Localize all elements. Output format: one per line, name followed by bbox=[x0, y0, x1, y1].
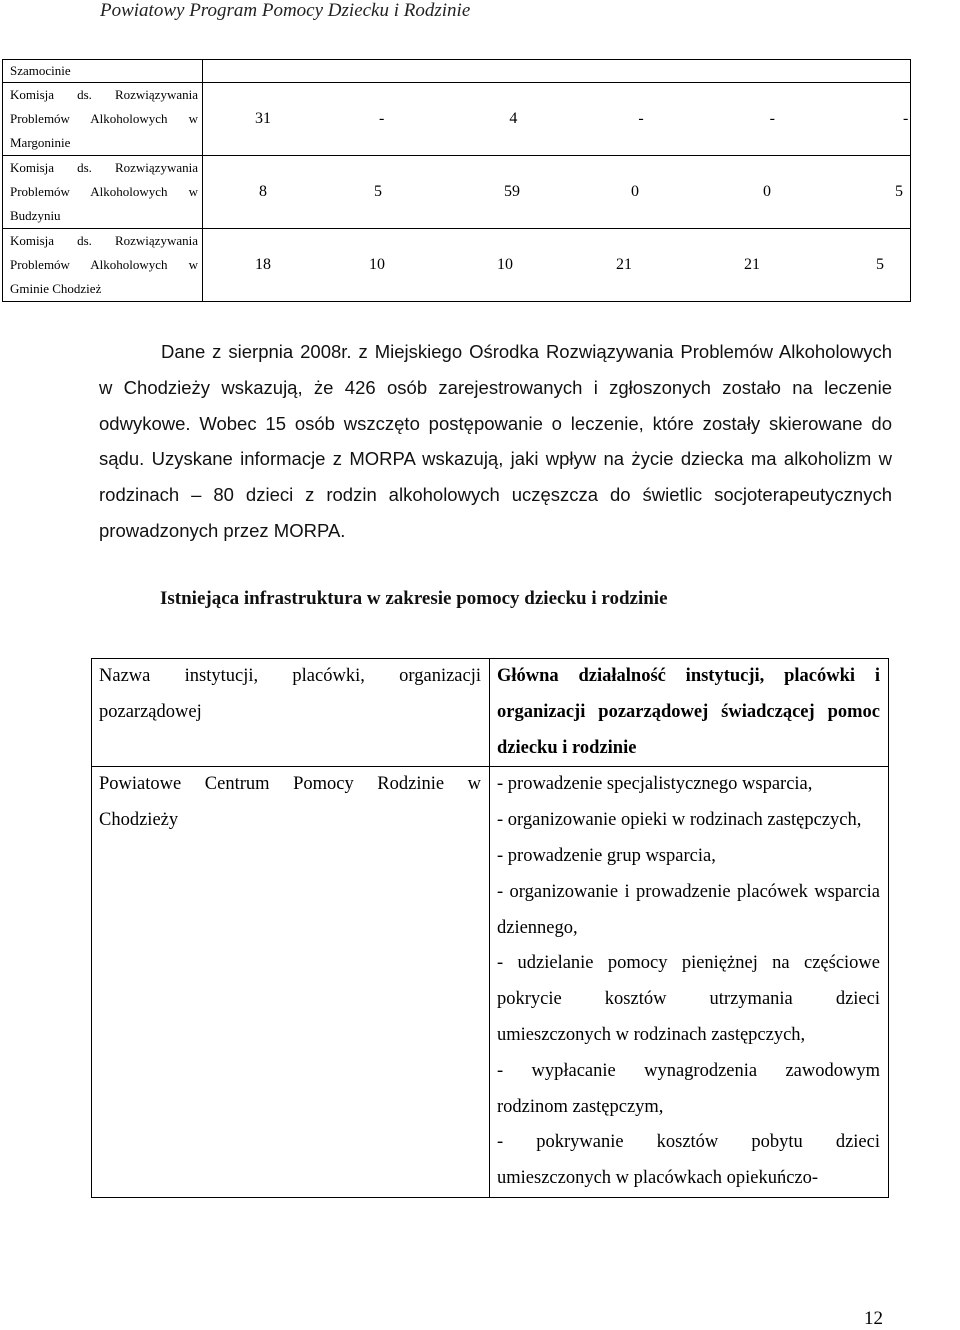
table-row bbox=[3, 229, 911, 302]
commission-name-cell: Komisja ds. Rozwiązywania Problemów Alkoholowych w Gminie Chodzież bbox=[3, 229, 203, 302]
value: - bbox=[769, 110, 775, 127]
value: - bbox=[379, 110, 385, 127]
table-row bbox=[92, 767, 889, 1198]
list-item: - wypłacanie wynagrodzenia zawodowym rodzinom zastępczym, bbox=[497, 1060, 880, 1117]
value: 10 bbox=[369, 256, 385, 273]
stats-values-cell: 31 - 4 - - - bbox=[203, 83, 911, 156]
table-row bbox=[3, 60, 911, 83]
stats-values-cell bbox=[203, 229, 911, 302]
value: 59 bbox=[504, 183, 520, 200]
list-item: - udzielanie pomocy pieniężnej na częściowe pokrycie kosztów utrzymania dzieci umieszczonych w rodzinach zastępczych, bbox=[497, 953, 880, 1045]
page-number: 12 bbox=[864, 1308, 883, 1329]
list-item: - organizowanie i prowadzenie placówek wsparcia dziennego, bbox=[497, 881, 880, 938]
activities-cell bbox=[490, 767, 889, 1198]
institution-table bbox=[91, 658, 889, 1198]
value: 21 bbox=[616, 256, 632, 273]
header-cell-main-activity: Główna działalność instytucji, placówki i organizacji pozarządowej świadczącej pomoc dziecku i rodzinie bbox=[490, 659, 889, 767]
value: 10 bbox=[497, 256, 513, 273]
document-header-title: Powiatowy Program Pomocy Dziecku i Rodzinie bbox=[100, 0, 471, 21]
stats-values-cell bbox=[203, 156, 911, 229]
value: 5 bbox=[876, 256, 884, 273]
list-item: - pokrywanie kosztów pobytu dzieci umieszczonych w placówkach opiekuńczo- bbox=[497, 1132, 880, 1189]
header-cell-institution-name: Nazwa instytucji, placówki, organizacji pozarządowej bbox=[92, 659, 490, 767]
value: - bbox=[638, 110, 644, 127]
commission-name-cell: Szamocinie bbox=[3, 60, 203, 83]
commission-name-cell: Komisja ds. Rozwiązywania Problemów Alkoholowych w Budzyniu bbox=[3, 156, 203, 229]
alcohol-commission-stats-table bbox=[2, 59, 911, 302]
value: 0 bbox=[631, 183, 639, 200]
value: 18 bbox=[255, 256, 271, 273]
institution-name-cell: Powiatowe Centrum Pomocy Rodzinie w Chodzieży bbox=[92, 767, 490, 1198]
table-header-row bbox=[92, 659, 889, 767]
value: - bbox=[902, 110, 909, 127]
list-item: - prowadzenie specjalistycznego wsparcia, bbox=[497, 774, 813, 795]
value: 21 bbox=[744, 256, 760, 273]
value: 5 bbox=[374, 183, 382, 200]
list-item: - prowadzenie grup wsparcia, bbox=[497, 845, 716, 866]
list-item: - organizowanie opieki w rodzinach zastępczych, bbox=[497, 810, 862, 831]
table-row bbox=[3, 83, 911, 156]
commission-name-cell: Komisja ds. Rozwiązywania Problemów Alkoholowych w Margoninie bbox=[3, 83, 203, 156]
value: 0 bbox=[763, 183, 771, 200]
value: 4 bbox=[509, 110, 518, 127]
value: 8 bbox=[259, 183, 267, 200]
value: 5 bbox=[895, 183, 903, 200]
body-paragraph: Dane z sierpnia 2008r. z Miejskiego Ośrodka Rozwiązywania Problemów Alkoholowych w Chodzieży wskazują, że 426 osób zarejestrowanych i zgłoszonych zostało na leczenie odwykowe. Wobec 15 osób wszczęto postępowanie o leczenie, które zostały skierowane do sądu. Uzyskane informacje z MORPA wskazują, jaki wpływ na życie dziecka ma alkoholizm w rodzinach – 80 dzieci z rodzin alkoholowych uczęszcza do świetlic socjoterapeutycznych prowadzonych przez MORPA. bbox=[99, 341, 892, 541]
table-row bbox=[3, 156, 911, 229]
section-title: Istniejąca infrastruktura w zakresie pomocy dziecku i rodzinie bbox=[160, 588, 668, 609]
